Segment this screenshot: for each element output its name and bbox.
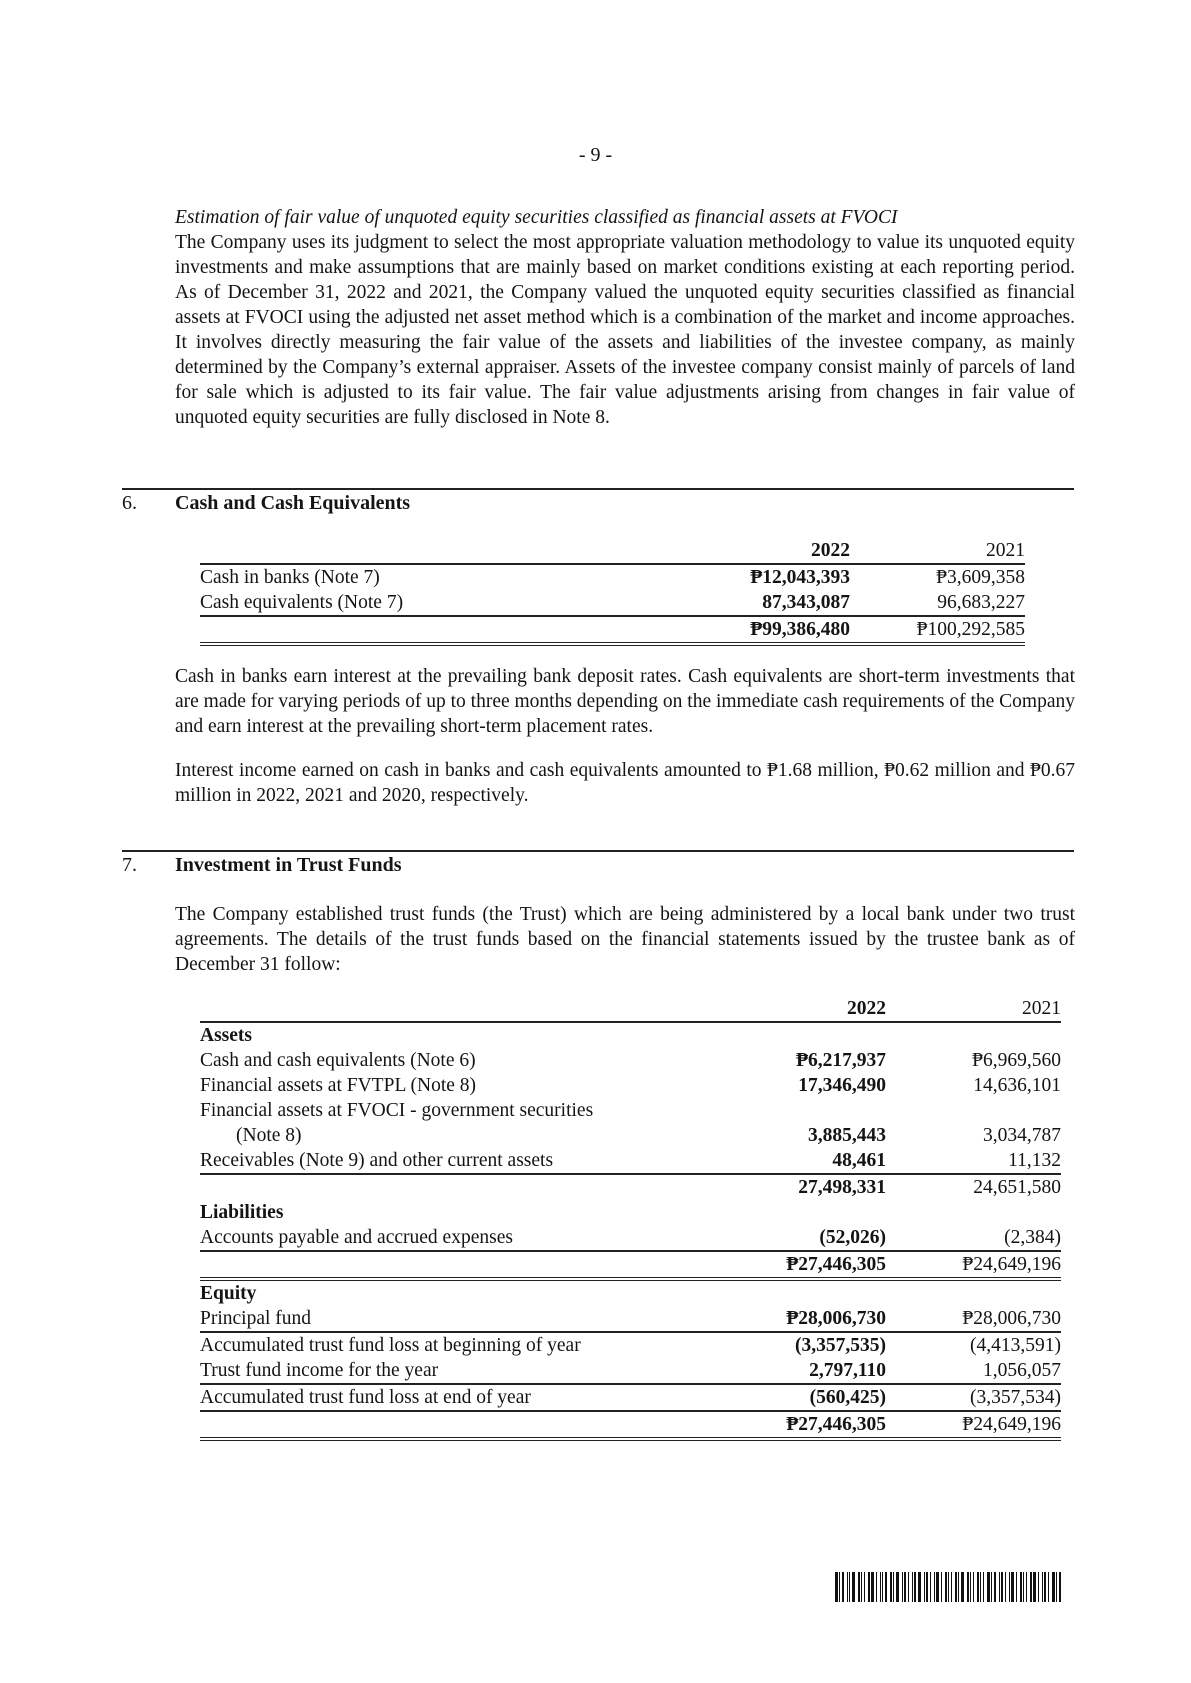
equity-total-2022: ₱27,446,305 <box>736 1411 886 1439</box>
section-6-heading <box>122 492 410 515</box>
barcode-stripe <box>912 1572 913 1602</box>
barcode-stripe <box>1016 1572 1017 1602</box>
cash-equivalents-table <box>200 538 1025 646</box>
value-2021: 14,636,101 <box>973 1075 1061 1096</box>
barcode-stripe <box>1030 1572 1032 1602</box>
barcode-stripe <box>876 1572 877 1602</box>
trust-funds-intro: The Company established trust funds (the Trust) which are being administered by a local bank under two trust agreements. The details of the trust funds based on the financial statements issued by the trustee bank as of December 31 follow: <box>175 904 1075 975</box>
barcode-stripe <box>835 1572 838 1602</box>
column-header-2022: 2022 <box>700 538 850 564</box>
assets-total-2021: 24,651,580 <box>973 1177 1061 1198</box>
barcode-stripe <box>967 1572 969 1602</box>
subtotal-row <box>200 1174 1061 1200</box>
value-2022: 87,343,087 <box>700 590 850 616</box>
table-row <box>200 590 1025 616</box>
row-label: (Note 8) <box>236 1125 302 1146</box>
table-row <box>200 1073 1061 1098</box>
net-total-2021: ₱24,649,196 <box>886 1251 1061 1279</box>
trust-funds-table <box>200 996 1061 1441</box>
value-2021: (3,357,534) <box>886 1384 1061 1411</box>
value-2022: ₱28,006,730 <box>736 1306 886 1332</box>
barcode-stripe <box>908 1572 909 1602</box>
barcode-stripe <box>880 1572 881 1602</box>
row-label: Receivables (Note 9) and other current assets <box>200 1148 736 1174</box>
value-2021: (2,384) <box>886 1225 1061 1251</box>
fvoci-estimation-section <box>175 205 1075 430</box>
barcode-stripe <box>1020 1572 1022 1602</box>
barcode-stripe <box>945 1572 947 1602</box>
row-label: Principal fund <box>200 1306 736 1332</box>
fvoci-estimation-body: The Company uses its judgment to select the most appropriate valuation methodology to value its unquoted equity investments and make assumptions that are mainly based on market conditions existing at each reporting period. As of December 31, 2022 and 2021, the Company valued the unquoted equity securities classified as financial assets at FVOCI using the adjusted net asset method which is a combination of the market and income approaches. It involves directly measuring the fair value of the assets and liabilities of the investee company, as mainly determined by the Company’s external appraiser. Assets of the investee company consist mainly of parcels of land for sale which is adjusted to its fair value. The fair value adjustments arising from changes in fair value of unquoted equity securities are fully disclosed in Note 8. <box>175 232 1075 428</box>
value-2022: (52,026) <box>736 1225 886 1251</box>
value-2022: 2,797,110 <box>736 1358 886 1384</box>
barcode-stripe <box>918 1572 921 1602</box>
barcode-stripe <box>858 1572 860 1602</box>
barcode-stripe <box>1033 1572 1036 1602</box>
barcode-stripe <box>977 1572 979 1602</box>
value-2022: ₱6,217,937 <box>796 1050 886 1071</box>
barcode-stripe <box>893 1572 894 1602</box>
barcode-stripe <box>1052 1572 1055 1602</box>
barcode-stripe <box>955 1572 957 1602</box>
liabilities-heading: Liabilities <box>200 1202 284 1223</box>
barcode-stripe <box>1044 1572 1046 1602</box>
value-2021: 11,132 <box>886 1148 1061 1174</box>
barcode-stripe <box>961 1572 964 1602</box>
section-number: 6. <box>122 492 137 514</box>
barcode-stripe <box>941 1572 942 1602</box>
section-divider <box>122 850 1074 852</box>
total-2022: ₱99,386,480 <box>700 616 850 644</box>
row-label: Financial assets at FVTPL (Note 8) <box>200 1075 477 1096</box>
row-label: Trust fund income for the year <box>200 1358 736 1384</box>
barcode-stripe <box>1056 1572 1057 1602</box>
barcode-stripe <box>1059 1572 1061 1602</box>
total-row <box>200 1411 1061 1439</box>
value-2021: 1,056,057 <box>886 1358 1061 1384</box>
value-2022: (3,357,535) <box>795 1335 886 1356</box>
barcode-stripe <box>951 1572 952 1602</box>
barcode-stripe <box>842 1572 844 1602</box>
row-label: Cash equivalents (Note 7) <box>200 590 700 616</box>
table-row <box>200 1332 1061 1358</box>
barcode-stripe <box>994 1572 996 1602</box>
barcode-stripe <box>864 1572 865 1602</box>
section-title: Cash and Cash Equivalents <box>175 492 411 514</box>
table-row <box>200 1384 1061 1411</box>
total-row <box>200 1251 1061 1279</box>
value-2021: 3,034,787 <box>983 1125 1061 1146</box>
table-row <box>200 1098 1061 1123</box>
barcode-stripe <box>902 1572 903 1602</box>
row-label: Accumulated trust fund loss at end of year <box>200 1384 736 1411</box>
barcode-stripe <box>861 1572 862 1602</box>
value-2021: ₱6,969,560 <box>972 1050 1061 1071</box>
barcode-stripe <box>849 1572 850 1602</box>
barcode-stripe <box>934 1572 935 1602</box>
barcode-stripe <box>926 1572 928 1602</box>
barcode-stripe <box>890 1572 892 1602</box>
assets-heading: Assets <box>200 1025 252 1046</box>
section-7-heading <box>122 854 402 877</box>
barcode-stripe <box>885 1572 887 1602</box>
barcode-stripe <box>973 1572 974 1602</box>
column-header-2021: 2021 <box>886 996 1061 1022</box>
value-2021: ₱3,609,358 <box>936 567 1025 588</box>
table-row <box>200 1123 1061 1148</box>
barcode-stripe <box>1048 1572 1049 1602</box>
barcode-stripe <box>1023 1572 1024 1602</box>
category-row <box>200 1200 1061 1225</box>
section-number: 7. <box>122 854 137 876</box>
equity-total-2021: ₱24,649,196 <box>886 1411 1061 1439</box>
barcode-stripe <box>1001 1572 1003 1602</box>
barcode-stripe <box>1042 1572 1043 1602</box>
value-2022: ₱12,043,393 <box>750 567 850 588</box>
barcode-stripe <box>987 1572 990 1602</box>
value-2021 <box>886 1098 1061 1123</box>
barcode-stripe <box>948 1572 949 1602</box>
section-divider <box>122 488 1074 490</box>
barcode-stripe <box>924 1572 925 1602</box>
table-row <box>200 1306 1061 1332</box>
barcode-stripe <box>904 1572 906 1602</box>
assets-total-2022: 27,498,331 <box>798 1177 886 1198</box>
cash-interest-paragraph: Cash in banks earn interest at the prevailing bank deposit rates. Cash equivalents are short-term investments that are made for varying periods of up to three months depending on the immediate cash requirements of the Company and earn interest at the prevailing short-term placement rates. <box>175 666 1075 737</box>
net-total-2022: ₱27,446,305 <box>736 1251 886 1279</box>
barcode-stripe <box>1038 1572 1039 1602</box>
section-title: Investment in Trust Funds <box>175 854 402 876</box>
barcode-stripe <box>847 1572 848 1602</box>
barcode-icon <box>835 1572 1075 1602</box>
barcode-stripe <box>896 1572 899 1602</box>
table-row <box>200 1358 1061 1384</box>
barcode-stripe <box>980 1572 981 1602</box>
value-2021: (4,413,591) <box>970 1335 1061 1356</box>
column-header-2022: 2022 <box>736 996 886 1022</box>
barcode-stripe <box>999 1572 1000 1602</box>
barcode-stripe <box>1026 1572 1027 1602</box>
barcode-stripe <box>930 1572 931 1602</box>
row-label: Financial assets at FVOCI - government securities <box>200 1100 594 1121</box>
value-2021: 96,683,227 <box>850 590 1025 616</box>
table-row <box>200 1048 1061 1073</box>
equity-heading: Equity <box>200 1283 257 1304</box>
table-row <box>200 1148 1061 1174</box>
row-label: Cash in banks (Note 7) <box>200 567 380 588</box>
barcode-stripe <box>1011 1572 1014 1602</box>
row-label: Accounts payable and accrued expenses <box>200 1225 736 1251</box>
barcode-stripe <box>868 1572 870 1602</box>
table-header-row <box>200 538 1025 564</box>
barcode-stripe <box>852 1572 855 1602</box>
table-header-row <box>200 996 1061 1022</box>
value-2022: 3,885,443 <box>808 1125 886 1146</box>
barcode-stripe <box>882 1572 883 1602</box>
barcode-stripe <box>970 1572 971 1602</box>
value-2022: 48,461 <box>736 1148 886 1174</box>
barcode-stripe <box>958 1572 959 1602</box>
total-row <box>200 616 1025 644</box>
total-2021: ₱100,292,585 <box>850 616 1025 644</box>
value-2021: ₱28,006,730 <box>886 1306 1061 1332</box>
row-label: Accumulated trust fund loss at beginning of year <box>200 1335 581 1356</box>
barcode-stripe <box>839 1572 840 1602</box>
barcode-stripe <box>991 1572 992 1602</box>
row-label: Cash and cash equivalents (Note 6) <box>200 1050 476 1071</box>
barcode-stripe <box>1005 1572 1006 1602</box>
barcode-stripe <box>1009 1572 1010 1602</box>
page-number: - 9 - <box>578 144 613 166</box>
fvoci-estimation-title: Estimation of fair value of unquoted equity securities classified as financial assets at FVOCI <box>175 207 898 228</box>
value-2022: (560,425) <box>736 1384 886 1411</box>
interest-income-paragraph: Interest income earned on cash in banks and cash equivalents amounted to ₱1.68 million, ₱0.62 million and ₱0.67 million in 2022, 2021 and 2020, respectively. <box>175 760 1075 806</box>
row-label <box>200 616 700 644</box>
table-row <box>200 1225 1061 1251</box>
column-header-2021: 2021 <box>850 538 1025 564</box>
value-2022 <box>736 1098 886 1123</box>
value-2022: 17,346,490 <box>798 1075 886 1096</box>
barcode-stripe <box>871 1572 874 1602</box>
category-row <box>200 1279 1061 1306</box>
barcode-stripe <box>936 1572 939 1602</box>
category-row <box>200 1022 1061 1048</box>
barcode-stripe <box>983 1572 984 1602</box>
table-row <box>200 564 1025 590</box>
barcode-stripe <box>914 1572 916 1602</box>
